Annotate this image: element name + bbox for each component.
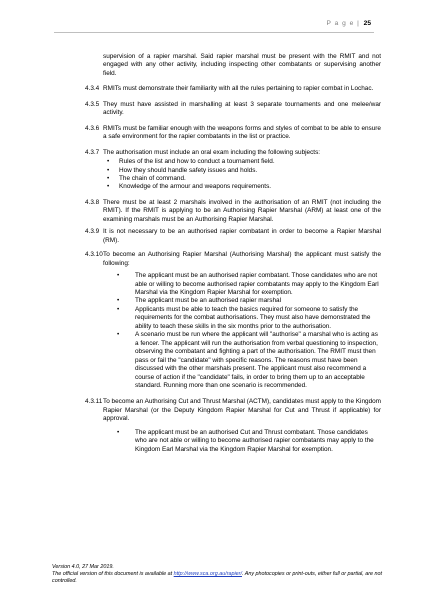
section-number: 4.3.5 [85, 100, 100, 108]
rapier-url-link[interactable]: http://www.sca.org.au/rapier/ [173, 570, 242, 577]
list-item: • Rules of the list and how to conduct a tournament field. [103, 158, 381, 166]
official-suffix: . Any photocopies or print-outs, either full or partial, are not controlled. [52, 570, 382, 584]
section-number: 4.3.10 [85, 251, 103, 259]
section-number: 4.3.7 [85, 148, 100, 156]
subjects-list [103, 158, 381, 192]
section-number: 4.3.9 [85, 228, 100, 236]
list-item: • The applicant must be an authorised Cut and Thrust combatant. Those candidates who are not able or willing to become authorised rapier combatants may apply to the Kingdom Earl Marshal via the Kingdom Rapier Marshal for exemption. [103, 429, 381, 454]
list-item: • Knowledge of the armour and weapons requirements. [103, 183, 381, 191]
intro-paragraph: supervision of a rapier marshal. Said rapier marshal must be present with the RMIT and not engaged with any other activity, including inspecting other combatants or supervising another field. [103, 53, 381, 77]
actm-requirements-list [103, 429, 381, 454]
section-4-3-4 [85, 85, 381, 93]
section-text: RMITs must be familiar enough with the weapons forms and styles of combat to be able to ensure a safe environment for the rapier combatants in the list or practice. [103, 124, 381, 141]
document-body [85, 53, 382, 454]
page-label: P a g e | [326, 20, 360, 27]
section-text: To become an Authorising Cut and Thrust Marshal (ACTM), candidates must apply to the Kingdom Rapier Marshal (or the Deputy Kingdom Rapier Marshal for Cut and Thrust if applicable) for approval. [103, 398, 382, 423]
section-4-3-6 [85, 124, 381, 142]
list-item: • How they should handle safety issues and holds. [103, 167, 381, 175]
official-prefix: The official version of this document is available at [52, 570, 174, 577]
section-4-3-8 [85, 198, 381, 224]
version-line: Version 4.0, 27 Mar 2019. [52, 564, 114, 570]
list-item: • A scenario must be run where the applicant will "authorise" a marshal who is acting as a fencer. The applicant will run the authorisation from verbal questioning to inspection, observing the combatant and fighting a part of the authorisation. The RMIT must then pass or fail the "candidate" with specific reasons. The reasons must have been discussed with the other marshals present. The applicant must also recommend a course of action if the "candidate" fails, in order to bring them up to an acceptable standard. Running more than one scenario is recommended. [103, 331, 381, 390]
section-text: To become an Authorising Rapier Marshal (Authorising Marshal) the applicant must satisfy the following: [103, 251, 381, 267]
page-footer [52, 564, 382, 584]
list-item: • Applicants must be able to teach the basics required for someone to satisfy the requirements for the combat authorisations. They must also have demonstrated the ability to teach these skills in the six months prior to the authorisation. [103, 306, 381, 331]
list-item: • The chain of command. [103, 175, 381, 183]
page-header [326, 20, 371, 27]
section-number: 4.3.4 [85, 85, 100, 93]
section-text: RMITs must demonstrate their familiarity with all the rules pertaining to rapier combat in Lochac. [103, 85, 374, 93]
section-4-3-5 [85, 100, 381, 118]
section-number: 4.3.6 [85, 124, 100, 132]
section-text: There must be at least 2 marshals involved in the authorisation of an RMIT (not including the RMIT). If the RMIT is applying to be an Authorising Rapier Marshal (ARM) at least one of the examining marshals must be an Authorising Rapier Marshal. [103, 198, 381, 223]
section-text: The authorisation must include an oral exam including the following subjects: [103, 148, 321, 156]
section-text: It is not necessary to be an authorised rapier combatant in order to become a Rapier Marshal (RM). [103, 228, 381, 244]
list-item: • The applicant must be an authorised rapier combatant. Those candidates who are not able or willing to become authorised rapier combatants may apply to the Kingdom Earl Marshal via the Kingdom Rapier Marshal for exemption. [103, 272, 381, 297]
section-4-3-9 [85, 228, 381, 245]
section-number: 4.3.8 [85, 198, 100, 206]
list-item: • The applicant must be an authorised rapier marshal [103, 297, 381, 305]
section-text: They must have assisted in marshalling at least 3 separate tournaments and one melee/war activity. [103, 100, 381, 117]
section-4-3-7 [85, 148, 381, 192]
official-notice [52, 571, 382, 585]
page-number: 25 [363, 20, 371, 27]
section-4-3-11 [85, 398, 382, 454]
header-divider [54, 32, 374, 33]
section-4-3-10 [85, 251, 381, 390]
arm-requirements-list [103, 272, 381, 390]
section-number: 4.3.11 [85, 398, 103, 406]
